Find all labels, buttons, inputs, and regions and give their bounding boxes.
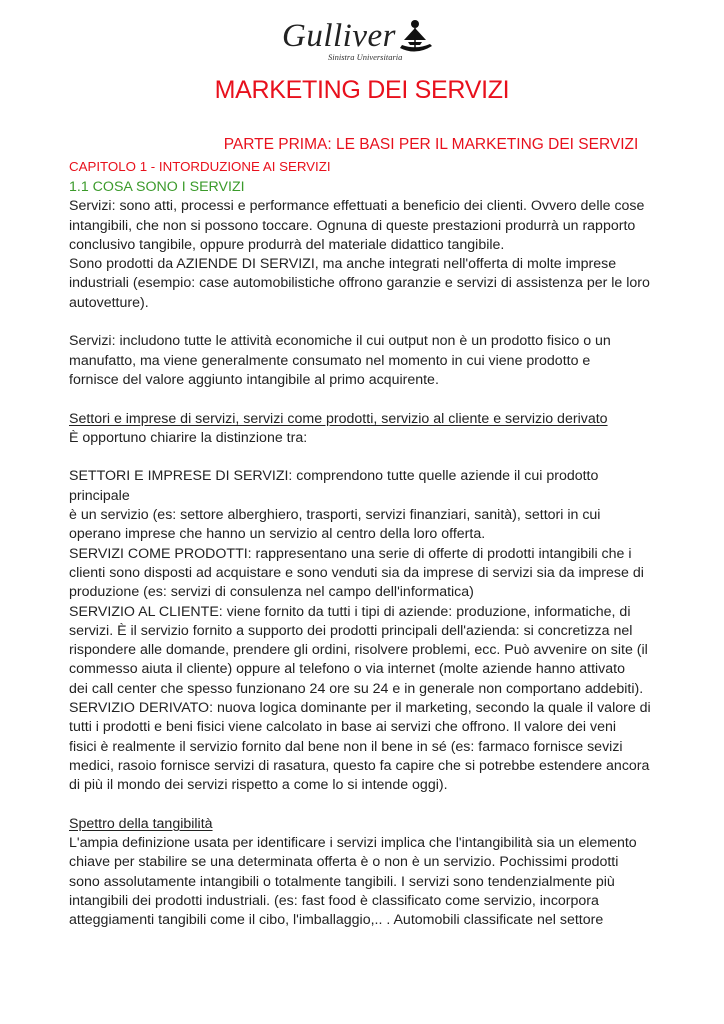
gulliver-logo — [270, 18, 450, 66]
logo-name: Gulliver — [282, 18, 396, 54]
page-title: MARKETING DEI SERVIZI — [214, 76, 510, 104]
paragraph: Servizi: includono tutte le attività economiche il cui output non è un prodotto fisico o un manufatto, ma viene generalmente consumato nel momento in cui viene prodotto e fornisce del valore aggiunto intangibile al primo acquirente. — [69, 333, 611, 388]
ship-icon — [396, 18, 438, 60]
paragraph: SETTORI E IMPRESE DI SERVIZI: comprendono tutte quelle aziende il cui prodotto principale è un servizio (es: settore alberghiero, trasporti, servizi finanziari, sanità), settori in cui operano imprese che hanno un servizio al centro della loro offerta. SERVIZI COME PRODOTTI: rappresentano una serie di offerte di prodotti intangibili che i clienti sono disposti ad acquistare e sono venduti sia da imprese di servizi sia da imprese di produzione (es: servizi di consulenza nel campo dell'informatica) SERVIZIO AL CLIENTE: viene fornito da tutti i tipi di aziende: produzione, informatiche, di servizi. È il servizio fornito a supporto dei prodotti principali dell'azienda: si concretizza nel rispondere alle domande, prendere gli ordini, risolvere problemi, ecc. Può avvenire on site (il commesso aiuta il cliente) oppure al telefono o via internet (molte aziende hanno attivato dei call center che spesso funzionano 24 ore su 24 e in generale non comportano addebiti). SERVIZIO DERIVATO: nuova logica dominante per il marketing, secondo la quale il valore di tutti i prodotti e beni fisici viene calcolato in base ai servizi che offrono. Il valore dei veni fisici è realmente il servizio fornito dal bene non il bene in sé (es: farmaco fornisce sevizi medici, rasoio fornisce servizi di rasatura, questo fa capire che si potrebbe estendere ancora di più il mondo dei servizi rispetto a come lo si intende oggi). — [69, 468, 651, 794]
paragraph: L'ampia definizione usata per identificare i servizi implica che l'intangibilità sia un elemento chiave per stabilire se una determinata offerta è o non è un servizio. Pochissimi prodotti sono assolutamente intangibili o totalmente tangibili. I servizi sono tendenzialmente più intangibili dei prodotti industriali. (es: fast food è classificato come servizio, incorpora atteggiamenti tangibili come il cibo, l'imballaggio,.. . Automobili classificate nel settore — [69, 835, 637, 929]
document-body — [69, 134, 659, 931]
subsection-heading: Settori e imprese di servizi, servizi come prodotti, servizio al cliente e servizio derivato — [69, 410, 608, 427]
subsection-heading: Spettro della tangibilità — [69, 815, 213, 832]
paragraph: Servizi: sono atti, processi e performance effettuati a beneficio dei clienti. Ovvero delle cose intangibili, che non si possono toccare. Ognuna di queste prestazioni produrrà un rapporto conclusivo tangibile, oppure produrrà del materiale didattico tangibile. Sono prodotti da AZIENDE DI SERVIZI, ma anche integrati nell'offerta di molte imprese industriali (esempio: case automobilistiche offrono garanzie e servizi di assistenza per le loro autovetture). — [69, 198, 650, 311]
logo-subtitle: Sinistra Universitaria — [328, 52, 403, 62]
part-heading: PARTE PRIMA: LE BASI PER IL MARKETING DEI SERVIZI — [223, 136, 639, 153]
chapter-heading: CAPITOLO 1 - INTORDUZIONE AI SERVIZI — [69, 159, 331, 174]
paragraph: È opportuno chiarire la distinzione tra: — [69, 429, 308, 446]
section-heading: 1.1 COSA SONO I SERVIZI — [69, 179, 245, 195]
